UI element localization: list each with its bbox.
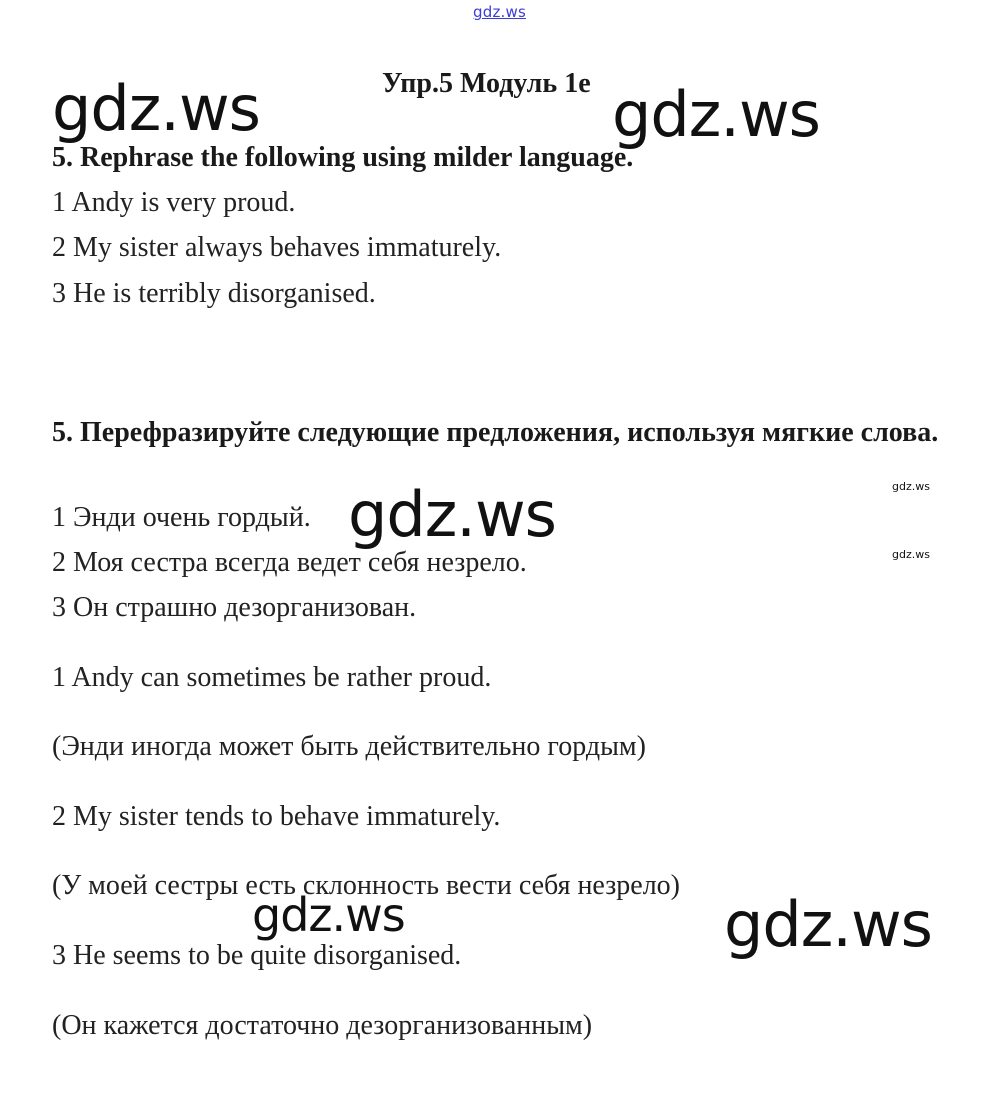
task-en-item-2: 2 My sister always behaves immaturely. xyxy=(52,232,502,263)
watermark-large-left: gdz.ws xyxy=(52,72,260,145)
task-ru-item-1: 1 Энди очень гордый. xyxy=(52,502,311,533)
task-ru-item-3: 3 Он страшно дезорганизован. xyxy=(52,592,417,623)
answer-2-ru: (У моей сестры есть склонность вести себя незрело) xyxy=(52,870,680,901)
answer-2-en: 2 My sister tends to behave immaturely. xyxy=(52,801,501,832)
task-en-item-1: 1 Andy is very proud. xyxy=(52,187,296,218)
watermark-lower-right: gdz.ws xyxy=(724,888,932,961)
task-en-item-3: 3 He is terribly disorganised. xyxy=(52,278,376,309)
answer-1-en: 1 Andy can sometimes be rather proud. xyxy=(52,662,492,693)
watermark-large-right: gdz.ws xyxy=(612,78,820,151)
answer-3-ru: (Он кажется достаточно дезорганизованным) xyxy=(52,1010,593,1041)
task-en-heading: 5. Rephrase the following using milder language. xyxy=(52,142,634,173)
watermark-small-1: gdz.ws xyxy=(892,480,930,493)
watermark-lower-middle: gdz.ws xyxy=(252,888,405,942)
answer-1-ru: (Энди иногда может быть действительно гордым) xyxy=(52,731,646,762)
watermark-center: gdz.ws xyxy=(348,478,556,551)
task-ru-item-2: 2 Моя сестра всегда ведет себя незрело. xyxy=(52,547,527,578)
watermark-top-link[interactable]: gdz.ws xyxy=(473,3,526,21)
watermark-small-2: gdz.ws xyxy=(892,548,930,561)
page-title: Упр.5 Модуль 1e xyxy=(382,68,591,99)
answer-3-en: 3 He seems to be quite disorganised. xyxy=(52,940,462,971)
task-ru-heading: 5. Перефразируйте следующие предложения, используя мягкие слова. xyxy=(52,417,939,448)
